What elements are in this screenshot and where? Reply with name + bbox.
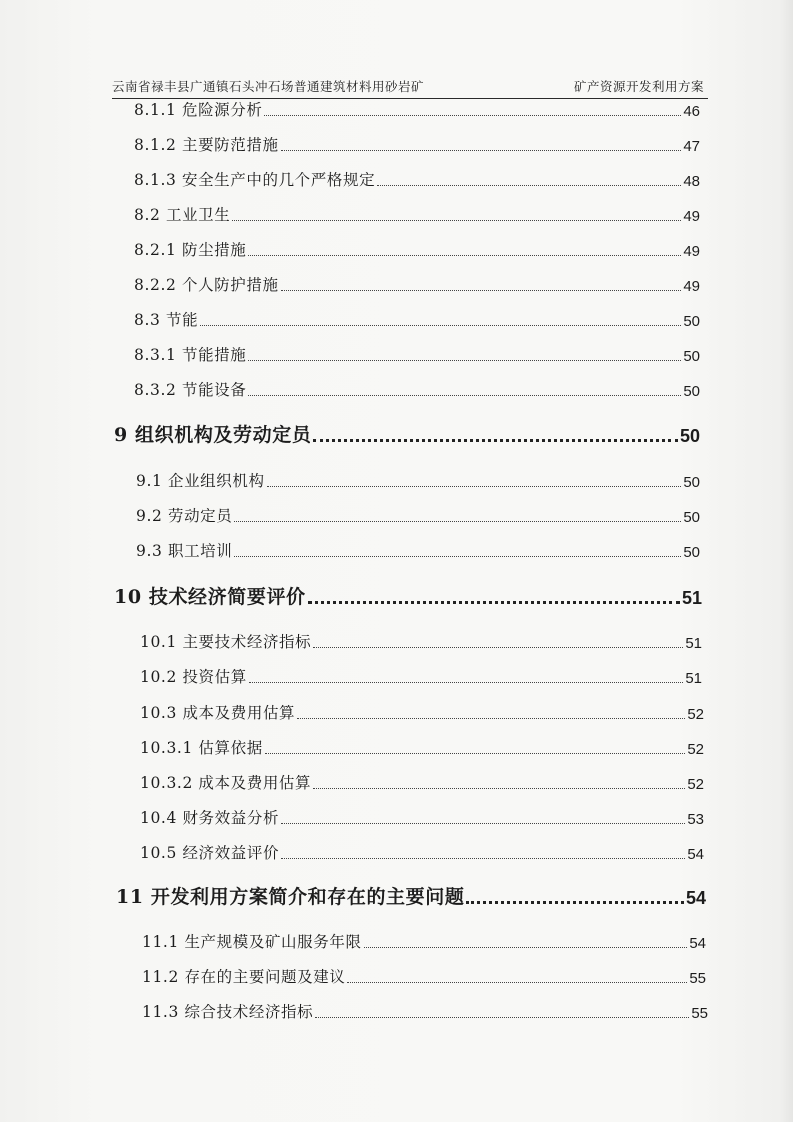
toc-leader-dots <box>297 718 685 719</box>
toc-entry-label: 8.2.2 个人防护措施 <box>134 276 279 294</box>
toc-entry[interactable] <box>136 539 700 561</box>
toc-leader-dots <box>234 521 681 522</box>
toc-entry-label: 11.2 存在的主要问题及建议 <box>142 968 346 986</box>
toc-leader-dots <box>248 395 681 396</box>
toc-leader-dots <box>200 325 681 326</box>
toc-leader-dots <box>281 290 682 291</box>
toc-entry[interactable] <box>136 469 700 491</box>
toc-entry-label: 9.2 劳动定员 <box>136 507 233 525</box>
toc-entry-label: 8.2.1 防尘措施 <box>134 241 247 259</box>
toc-leader-dots <box>313 788 685 789</box>
toc-entry-label: 10.1 主要技术经济指标 <box>140 633 312 651</box>
toc-chapter-entry[interactable] <box>114 420 700 447</box>
toc-entry[interactable] <box>134 343 700 365</box>
toc-entry-label: 8.1.3 安全生产中的几个严格规定 <box>134 171 376 189</box>
toc-entry[interactable] <box>134 238 700 260</box>
toc-entry-page: 51 <box>685 635 702 652</box>
toc-chapter-entry[interactable] <box>116 882 706 909</box>
toc-entry-label: 9.3 职工培训 <box>136 542 233 560</box>
toc-entry-page: 47 <box>683 138 700 155</box>
toc-entry-label: 11.3 综合技术经济指标 <box>142 1003 314 1021</box>
toc-leader-dots <box>232 220 681 221</box>
toc-entry[interactable] <box>134 98 700 120</box>
toc-leader-dots <box>364 947 688 948</box>
toc-entry-page: 49 <box>683 208 700 225</box>
toc-entry-page: 53 <box>687 811 704 828</box>
toc-leader-dots <box>315 1017 689 1018</box>
toc-leader-dots <box>248 360 681 361</box>
toc-entry-label: 8.3 节能 <box>134 311 199 329</box>
toc-leader-dots <box>313 647 683 648</box>
toc-entry-page: 52 <box>687 706 704 723</box>
toc-entry-page: 46 <box>683 103 700 120</box>
toc-entry-label: 10.5 经济效益评价 <box>140 844 280 862</box>
toc-entry[interactable] <box>134 133 700 155</box>
toc-entry-page: 50 <box>683 383 700 400</box>
header-document-title: 矿产资源开发利用方案 <box>573 79 704 94</box>
toc-entry[interactable] <box>142 930 706 952</box>
toc-entry-page: 55 <box>691 1005 708 1022</box>
toc-entry-page: 55 <box>689 970 706 987</box>
toc-entry-page: 54 <box>689 935 706 952</box>
toc-entry-label: 8.2 工业卫生 <box>134 206 231 224</box>
toc-entry-label: 10.3.2 成本及费用估算 <box>140 774 312 792</box>
toc-chapter-label: 10 技术经济简要评价 <box>114 586 306 608</box>
toc-leader-dots <box>265 753 685 754</box>
page-edge-shadow <box>779 0 793 1122</box>
toc-entry-label: 8.3.2 节能设备 <box>134 381 247 399</box>
toc-entry-label: 8.1.2 主要防范措施 <box>134 136 279 154</box>
toc-entry-label: 9.1 企业组织机构 <box>136 472 265 490</box>
toc-leader-dots <box>466 901 684 904</box>
toc-entry-label: 10.4 财务效益分析 <box>140 809 280 827</box>
toc-entry-label: 8.3.1 节能措施 <box>134 346 247 364</box>
toc-entry[interactable] <box>140 665 702 687</box>
toc-entry-page: 52 <box>687 776 704 793</box>
toc-entry-label: 10.3 成本及费用估算 <box>140 704 296 722</box>
toc-entry[interactable] <box>134 308 700 330</box>
toc-entry[interactable] <box>140 841 704 863</box>
toc-leader-dots <box>347 982 687 983</box>
toc-leader-dots <box>267 486 682 487</box>
toc-chapter-entry[interactable] <box>114 582 702 609</box>
toc-entry[interactable] <box>136 504 700 526</box>
toc-leader-dots <box>281 150 682 151</box>
toc-entry-page: 49 <box>683 243 700 260</box>
toc-entry-page: 49 <box>683 278 700 295</box>
toc-chapter-page: 51 <box>681 588 702 608</box>
toc-entry[interactable] <box>140 806 704 828</box>
toc-entry[interactable] <box>140 630 702 652</box>
toc-entry[interactable] <box>140 736 704 758</box>
toc-entry-page: 50 <box>683 544 700 561</box>
toc-entry-page: 52 <box>687 741 704 758</box>
toc-entry[interactable] <box>140 771 704 793</box>
toc-entry-page: 50 <box>683 509 700 526</box>
toc-leader-dots <box>377 185 681 186</box>
toc-entry-page: 48 <box>683 173 700 190</box>
toc-entry[interactable] <box>134 203 700 225</box>
toc-entry[interactable] <box>134 273 700 295</box>
toc-entry-page: 54 <box>687 846 704 863</box>
toc-leader-dots <box>249 682 683 683</box>
toc-entry[interactable] <box>134 378 700 400</box>
toc-entry-label: 10.3.1 估算依据 <box>140 739 263 757</box>
toc-entry[interactable] <box>134 168 700 190</box>
toc-entry-label: 8.1.1 危险源分析 <box>134 101 263 119</box>
toc-entry-page: 50 <box>683 313 700 330</box>
toc-leader-dots <box>248 255 681 256</box>
toc-leader-dots <box>234 556 681 557</box>
toc-leader-dots <box>281 823 685 824</box>
toc-entry[interactable] <box>142 1000 708 1022</box>
toc-chapter-page: 50 <box>679 426 700 446</box>
toc-entry-page: 50 <box>683 474 700 491</box>
toc-leader-dots <box>264 115 681 116</box>
toc-entry-label: 10.2 投资估算 <box>140 668 247 686</box>
toc-chapter-page: 54 <box>685 888 706 908</box>
toc-entry[interactable] <box>142 965 706 987</box>
toc-leader-dots <box>281 858 685 859</box>
header-project-title: 云南省禄丰县广通镇石头冲石场普通建筑材料用砂岩矿 <box>112 79 425 94</box>
toc-entry-page: 51 <box>685 670 702 687</box>
toc-chapter-label: 11 开发利用方案简介和存在的主要问题 <box>116 886 465 908</box>
toc-entry-page: 50 <box>683 348 700 365</box>
toc-chapter-label: 9 组织机构及劳动定员 <box>114 424 312 446</box>
toc-leader-dots <box>308 601 680 604</box>
toc-entry[interactable] <box>140 701 704 723</box>
toc-entry-label: 11.1 生产规模及矿山服务年限 <box>142 933 362 951</box>
toc-leader-dots <box>313 439 678 442</box>
